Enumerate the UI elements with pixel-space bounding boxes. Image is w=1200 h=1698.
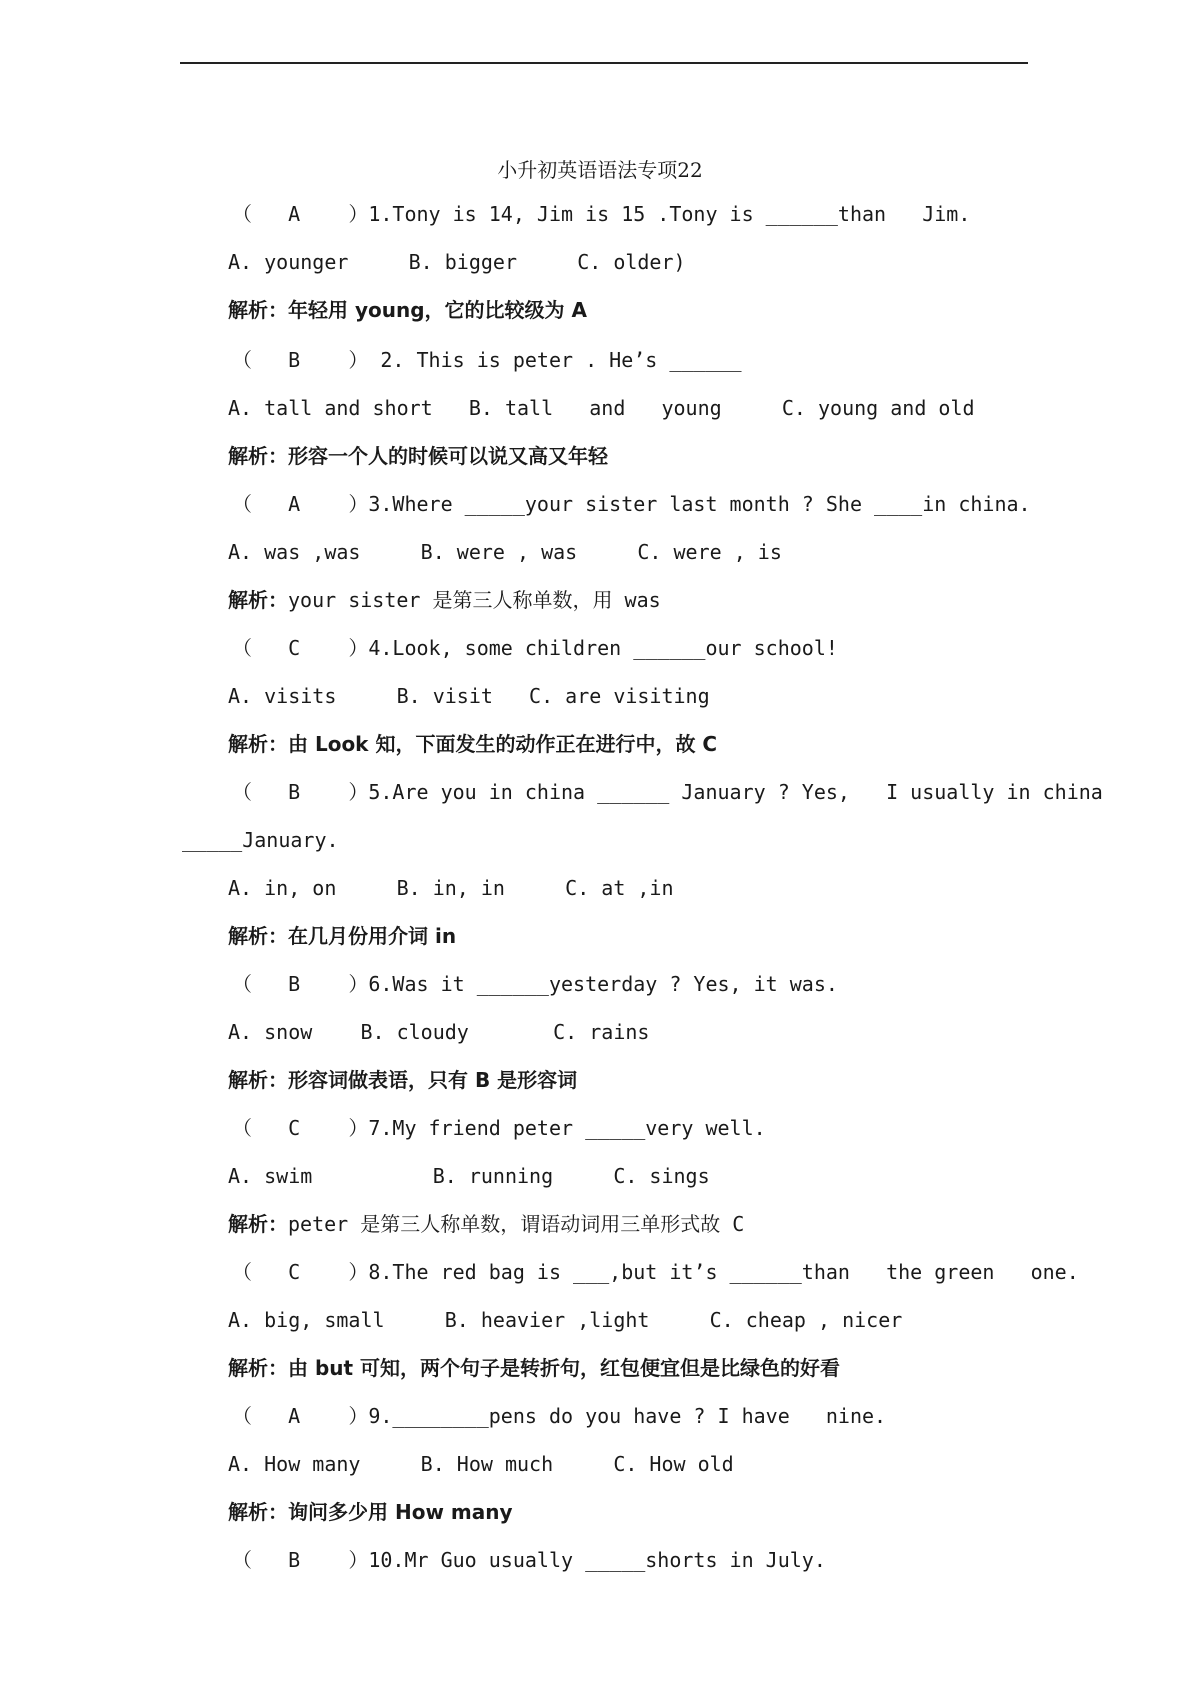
question-7: （ C ）7.My friend peter _____very well. — [232, 1116, 766, 1140]
analysis-6 — [228, 1066, 577, 1094]
analysis-label: 解析： — [228, 1500, 288, 1524]
analysis-7 — [228, 1210, 744, 1238]
options-9: A. How many B. How much C. How old — [228, 1452, 734, 1476]
analysis-text: 在几月份用介词 in — [288, 924, 457, 948]
analysis-label: 解析： — [228, 1356, 288, 1380]
analysis-label: 解析： — [228, 924, 288, 948]
analysis-2 — [228, 442, 608, 470]
question-1: （ A ）1.Tony is 14, Jim is 15 .Tony is ______than Jim. — [232, 202, 971, 226]
analysis-text: 由 Look 知，下面发生的动作正在进行中，故 C — [288, 732, 718, 756]
question-3: （ A ）3.Where _____your sister last month ? She ____in china. — [232, 492, 1031, 516]
options-4: A. visits B. visit C. are visiting — [228, 684, 710, 708]
analysis-3 — [228, 586, 661, 614]
analysis-text: 形容词做表语，只有 B 是形容词 — [288, 1068, 578, 1092]
options-2: A. tall and short B. tall and young C. young and old — [228, 396, 975, 420]
question-10: （ B ）10.Mr Guo usually _____shorts in July. — [232, 1548, 826, 1572]
options-3: A. was ,was B. were , was C. were , is — [228, 540, 782, 564]
options-8: A. big, small B. heavier ,light C. cheap , nicer — [228, 1308, 903, 1332]
analysis-text: 年轻用 young，它的比较级为 A — [288, 298, 587, 322]
analysis-label: 解析： — [228, 732, 288, 756]
analysis-label: 解析： — [228, 1212, 288, 1236]
question-4: （ C ）4.Look, some children ______our school! — [232, 636, 838, 660]
analysis-text: 形容一个人的时候可以说又高又年轻 — [288, 444, 608, 468]
analysis-text: your sister 是第三人称单数，用 was — [288, 588, 661, 612]
question-8: （ C ）8.The red bag is ___,but it’s ______than the green one. — [232, 1260, 1079, 1284]
question-5-continued: _____January. — [182, 828, 339, 852]
options-5: A. in, on B. in, in C. at ,in — [228, 876, 674, 900]
analysis-8 — [228, 1354, 840, 1382]
options-1: A. younger B. bigger C. older) — [228, 250, 686, 274]
analysis-text: 由 but 可知，两个句子是转折句，红包便宜但是比绿色的好看 — [288, 1356, 841, 1380]
question-9: （ A ）9.________pens do you have ? I have nine. — [232, 1404, 887, 1428]
question-5: （ B ）5.Are you in china ______ January ? Yes, I usually in china — [232, 780, 1103, 804]
question-2: （ B ） 2. This is peter . He’s ______ — [232, 348, 742, 372]
analysis-label: 解析： — [228, 588, 288, 612]
options-7: A. swim B. running C. sings — [228, 1164, 710, 1188]
analysis-label: 解析： — [228, 298, 288, 322]
analysis-text: 询问多少用 How many — [288, 1500, 513, 1524]
header-rule — [180, 62, 1028, 64]
analysis-4 — [228, 730, 717, 758]
question-6: （ B ）6.Was it ______yesterday ? Yes, it was. — [232, 972, 838, 996]
page-title: 小升初英语语法专项22 — [497, 158, 703, 182]
analysis-1 — [228, 296, 587, 324]
analysis-text: peter 是第三人称单数，谓语动词用三单形式故 C — [288, 1212, 745, 1236]
options-6: A. snow B. cloudy C. rains — [228, 1020, 650, 1044]
analysis-9 — [228, 1498, 513, 1526]
analysis-5 — [228, 922, 456, 950]
analysis-label: 解析： — [228, 1068, 288, 1092]
analysis-label: 解析： — [228, 444, 288, 468]
